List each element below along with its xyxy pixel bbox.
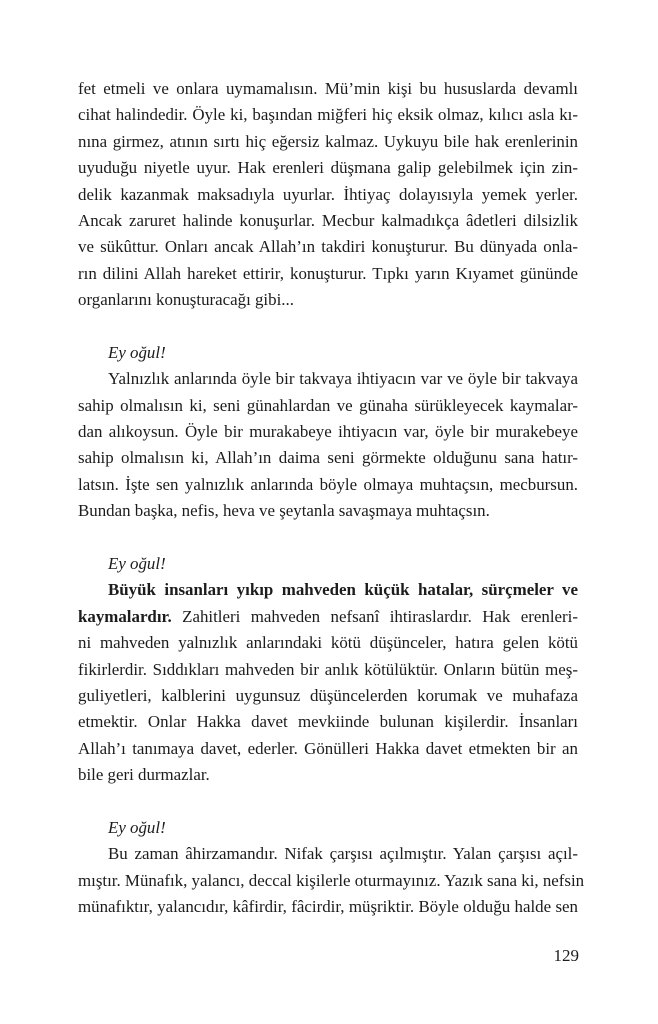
text-fragment: Zahitleri mahveden nefsanî ihtiraslardır. Hak erenleri-	[171, 606, 578, 626]
paragraph-2	[78, 366, 578, 524]
text-line: ni mahveden yalnızlık anlarındaki kötü düşünceler, hatıra gelen kötü	[78, 633, 578, 653]
text-line: guliyetleri, kalblerini uygunsuz düşüncelerden korumak ve muhafaza	[78, 685, 578, 705]
text-line: sahip olmalısın ki, Allah’ın daima seni görmekte olduğunu sana hatır-	[78, 448, 578, 468]
text-line: etmektir. Onlar Hakka davet mevkiinde bulunan kişilerdir. İnsanları	[78, 712, 578, 732]
paragraph-1	[78, 76, 578, 314]
text-line: organlarını konuşturacağı gibi...	[78, 290, 294, 310]
paragraph-gap	[78, 789, 578, 815]
text-line: bile geri durmazlar.	[78, 765, 210, 785]
text-line: Allah’ı tanımaya davet, ederler. Gönülleri Hakka davet etmekten bir an	[78, 738, 578, 758]
bold-text-line: Büyük insanları yıkıp mahveden küçük hatalar, sürçmeler ve	[108, 580, 578, 600]
text-line: fikirlerdir. Sıddıkları mahveden bir anlık kötülüktür. Onların bütün meş-	[78, 659, 578, 679]
text-line: Yalnızlık anlarında öyle bir takvaya ihtiyacın var ve öyle bir takvaya	[108, 369, 578, 389]
section-heading-ey-ogul: Ey oğul!	[108, 554, 166, 574]
page-text	[78, 76, 585, 921]
text-line: Bundan başka, nefis, heva ve şeytanla savaşmaya muhtaçsın.	[78, 501, 490, 521]
text-line: münafıktır, yalancıdır, kâfirdir, fâcirdir, müşriktir. Böyle olduğu halde sen	[78, 897, 578, 917]
section-heading-ey-ogul: Ey oğul!	[108, 817, 166, 837]
text-line: mıştır. Münafık, yalancı, deccal kişilerle oturmayınız. Yazık sana ki, nefsin	[78, 870, 585, 890]
paragraph-gap	[78, 314, 578, 340]
text-line: Ancak zaruret halinde konuşurlar. Mecbur kalmadıkça âdetleri dilsizlik	[78, 210, 578, 230]
text-line: latsın. İşte sen yalnızlık anlarında böyle olmaya muhtaçsın, mecbursun.	[78, 474, 578, 494]
page-number: 129	[553, 946, 579, 965]
text-line: Bu zaman âhirzamandır. Nifak çarşısı açılmıştır. Yalan çarşısı açıl-	[108, 844, 578, 864]
text-line: dan alıkoysun. Öyle bir murakabeye ihtiyacın var, öyle bir murakebeye	[78, 422, 578, 442]
text-line: rın dilini Allah hareket ettirir, konuşturur. Tıpkı yarın Kıyamet gününde	[78, 263, 578, 283]
text-line: uyuduğu niyetle uyur. Hak erenleri düşmana galip gelebilmek için zin-	[78, 158, 578, 178]
text-line	[78, 604, 578, 630]
text-line: fet etmeli ve onlara uymamalısın. Mü’min kişi bu hususlarda devamlı	[78, 79, 578, 98]
section-heading-ey-ogul: Ey oğul!	[108, 342, 166, 362]
text-line: cihat halindedir. Öyle ki, başından miğferi hiç eksik olmaz, kılıcı asla kı-	[78, 105, 578, 125]
text-line: ve sükûttur. Onları ancak Allah’ın takdiri konuşturur. Bu dünyada onla-	[78, 237, 578, 257]
text-line: delik kazanmak maksadıyla uyurlar. İhtiyaç dolayısıyla yemek yerler.	[78, 184, 578, 204]
paragraph-4	[78, 841, 585, 920]
text-line: nına girmez, atının sırtı hiç eğersiz kalmaz. Uykuyu bile hak erenlerinin	[78, 131, 578, 151]
bold-phrase: kaymalardır.	[78, 606, 172, 626]
paragraph-gap	[78, 525, 578, 551]
paragraph-3	[78, 577, 578, 788]
text-line: sahip olmalısın ki, seni günahlardan ve günaha sürükleyecek kaymalar-	[78, 395, 578, 415]
